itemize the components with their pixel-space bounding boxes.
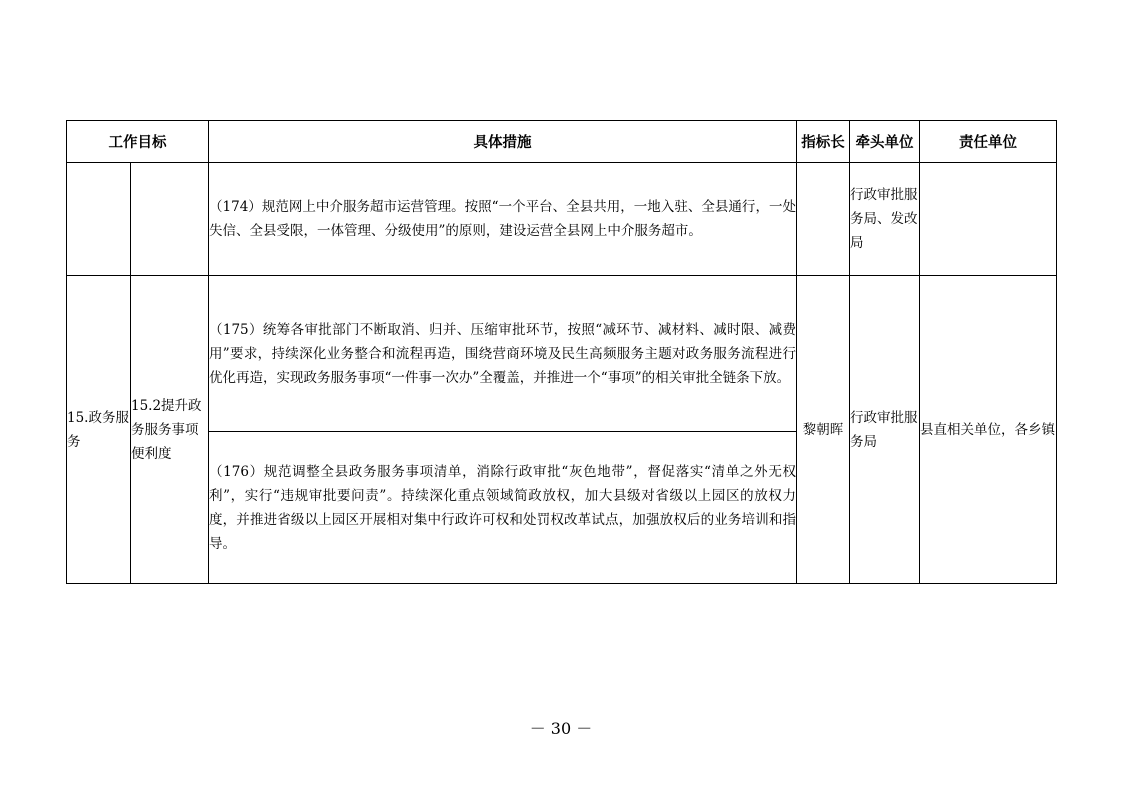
dept-15: 行政审批服务局 (850, 276, 920, 584)
cell-goal-empty (67, 163, 131, 276)
header-lead: 指标长 (797, 121, 850, 163)
lead-15: 黎朝晖 (797, 276, 850, 584)
cell-resp-empty (920, 163, 1057, 276)
table-row-175 (67, 276, 1057, 432)
header-goal: 工作目标 (67, 121, 209, 163)
measure-174: （174）规范网上中介服务超市运营管理。按照“一个平台、全县共用，一地入驻、全县通行，一处失信、全县受限，一体管理、分级使用”的原则，建设运营全县网上中介服务超市。 (209, 163, 797, 276)
dept-174: 行政审批服务局、发改局 (850, 163, 920, 276)
header-dept: 牵头单位 (850, 121, 920, 163)
cell-subgoal-empty (131, 163, 209, 276)
header-resp: 责任单位 (920, 121, 1057, 163)
page-number: － 30 － (529, 719, 593, 738)
goal-15: 15.政务服务 (67, 276, 131, 584)
resp-15: 县直相关单位，各乡镇 (920, 276, 1057, 584)
header-measure: 具体措施 (209, 121, 797, 163)
measure-176: （176）规范调整全县政务服务事项清单，消除行政审批“灰色地带”，督促落实“清单之外无权利”，实行“违规审批要问责”。持续深化重点领域简政放权，加大县级对省级以上园区的放权力度，并推进省级以上园区开展相对集中行政许可权和处罚权改革试点，加强放权后的业务培训和指导。 (209, 432, 797, 584)
table-row-174 (67, 163, 1057, 276)
header-row (67, 121, 1057, 163)
cell-lead-empty (797, 163, 850, 276)
measures-table (66, 120, 1057, 584)
subgoal-15-2: 15.2提升政务服务事项便利度 (131, 276, 209, 584)
measure-175: （175）统筹各审批部门不断取消、归并、压缩审批环节，按照“减环节、减材料、减时限、减费用”要求，持续深化业务整合和流程再造，围绕营商环境及民生高频服务主题对政务服务流程进行优化再造，实现政务服务事项“一件事一次办”全覆盖，并推进一个“事项”的相关审批全链条下放。 (209, 276, 797, 432)
